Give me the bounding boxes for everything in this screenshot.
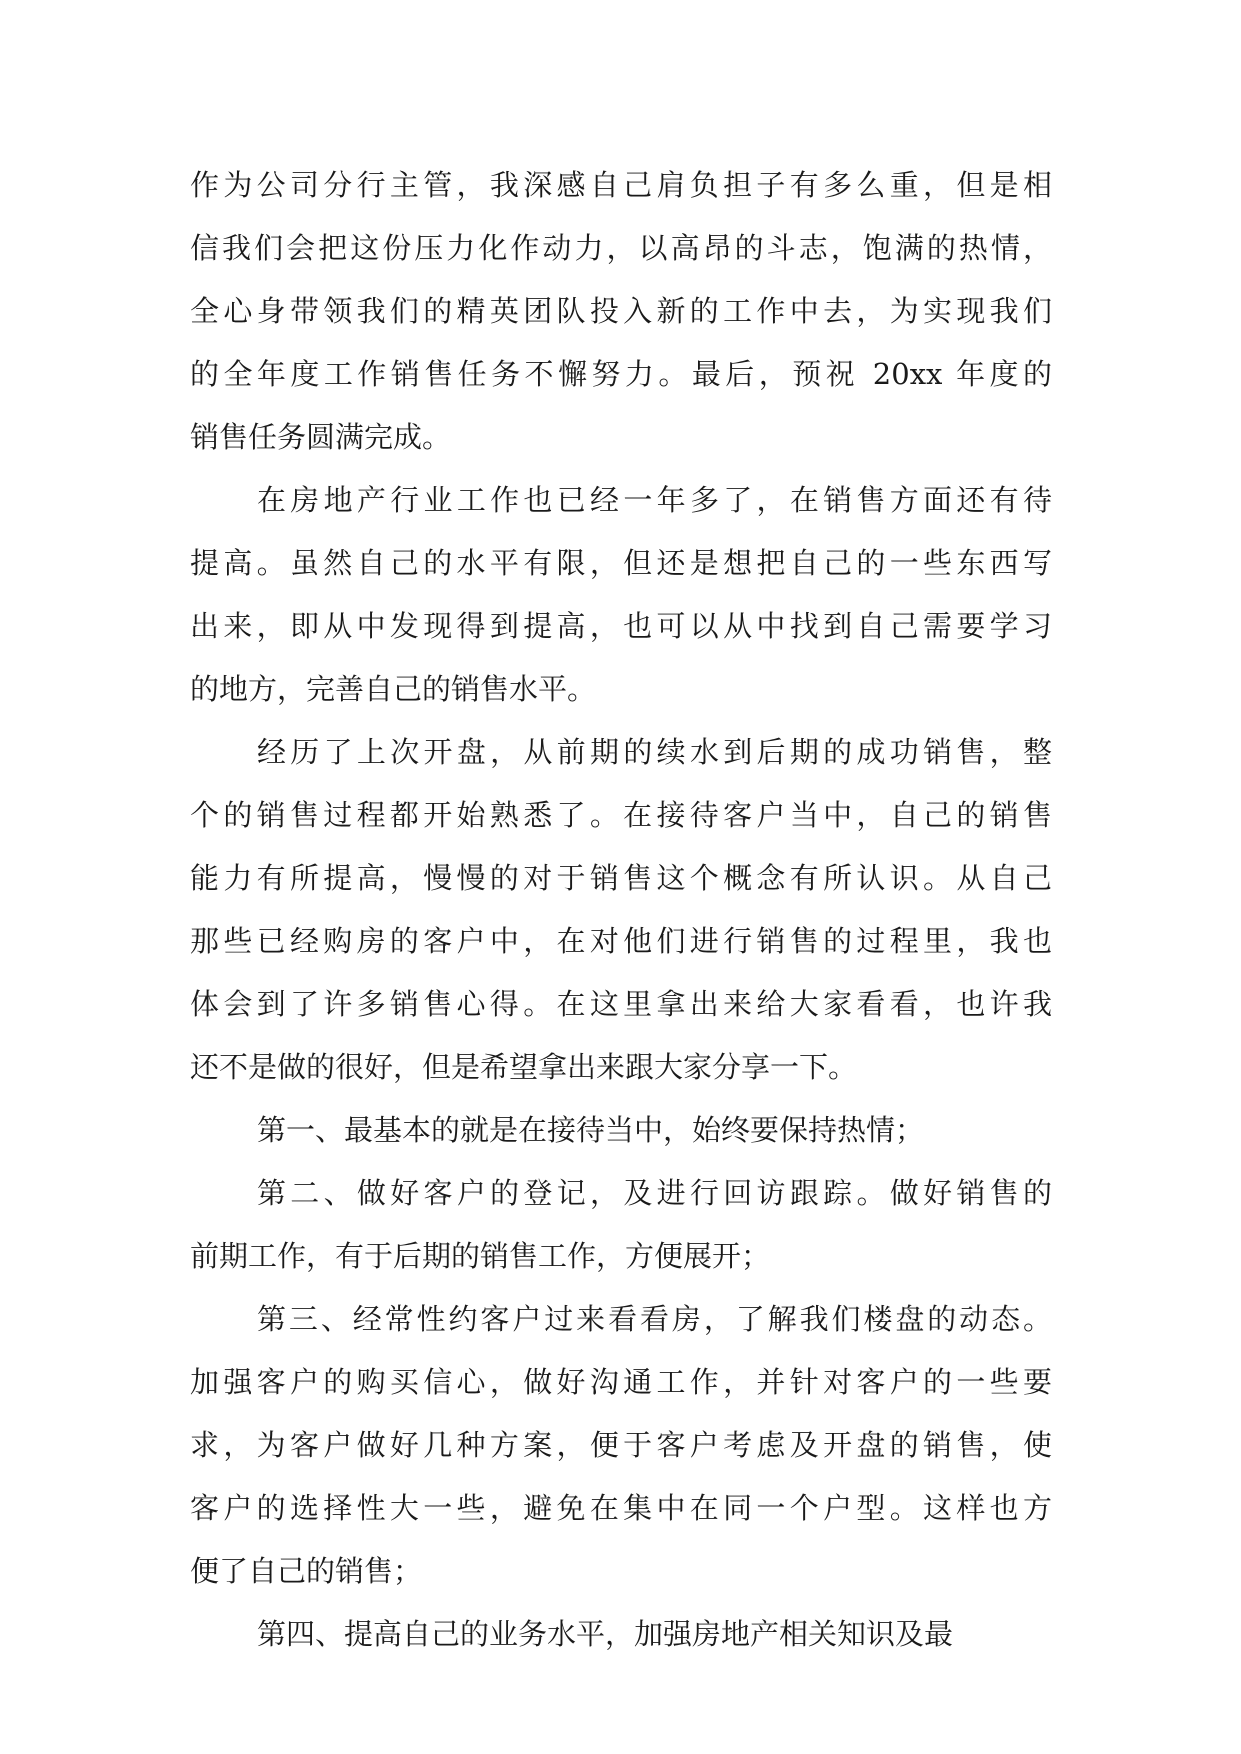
- text-line: 加强客户的购买信心，做好沟通工作，并针对客户的一些要: [190, 1365, 1052, 1399]
- paragraph: [190, 721, 1052, 1099]
- paragraph: [190, 1603, 1052, 1666]
- text-line: 全心身带领我们的精英团队投入新的工作中去，为实现我们: [190, 294, 1052, 328]
- text-line: 作为公司分行主管，我深感自己肩负担子有多么重，但是相: [190, 168, 1052, 202]
- text-line: 个的销售过程都开始熟悉了。在接待客户当中，自己的销售: [190, 798, 1052, 832]
- text-line: 那些已经购房的客户中，在对他们进行销售的过程里，我也: [190, 924, 1052, 958]
- document-body: [190, 154, 1052, 1666]
- paragraph: [190, 469, 1052, 721]
- text-line: 出来，即从中发现得到提高，也可以从中找到自己需要学习: [190, 609, 1052, 643]
- paragraph: [190, 1288, 1052, 1603]
- text-line: 第一、最基本的就是在接待当中，始终要保持热情；: [257, 1113, 925, 1147]
- text-line: 前期工作，有于后期的销售工作，方便展开；: [190, 1239, 771, 1273]
- text-line: 求，为客户做好几种方案，便于客户考虑及开盘的销售，使: [190, 1428, 1052, 1462]
- text-line: 第三、经常性约客户过来看看房，了解我们楼盘的动态。: [257, 1302, 1052, 1336]
- paragraph: [190, 154, 1052, 469]
- text-line: 在房地产行业工作也已经一年多了，在销售方面还有待: [257, 483, 1052, 517]
- paragraph: [190, 1099, 1052, 1162]
- text-line: 信我们会把这份压力化作动力，以高昂的斗志，饱满的热情，: [190, 231, 1052, 265]
- text-line: 的地方，完善自己的销售水平。: [190, 672, 597, 706]
- paragraph: [190, 1162, 1052, 1288]
- text-line: 便了自己的销售；: [190, 1554, 423, 1588]
- text-line: 体会到了许多销售心得。在这里拿出来给大家看看，也许我: [190, 987, 1052, 1021]
- text-line: 第四、提高自己的业务水平，加强房地产相关知识及最: [257, 1617, 954, 1651]
- text-line: 销售任务圆满完成。: [190, 420, 452, 454]
- text-line: 还不是做的很好，但是希望拿出来跟大家分享一下。: [190, 1050, 858, 1084]
- text-line: 第二、做好客户的登记，及进行回访跟踪。做好销售的: [257, 1176, 1052, 1210]
- text-line: 客户的选择性大一些，避免在集中在同一个户型。这样也方: [190, 1491, 1052, 1525]
- text-line: 能力有所提高，慢慢的对于销售这个概念有所认识。从自己: [190, 861, 1052, 895]
- text-line: 经历了上次开盘，从前期的续水到后期的成功销售，整: [257, 735, 1052, 769]
- text-line: 的全年度工作销售任务不懈努力。最后，预祝 20xx 年度的: [190, 357, 1052, 391]
- text-line: 提高。虽然自己的水平有限，但还是想把自己的一些东西写: [190, 546, 1052, 580]
